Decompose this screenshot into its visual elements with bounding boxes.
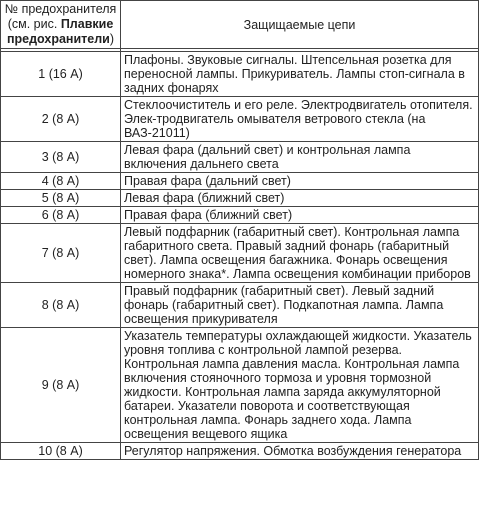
table-row xyxy=(1,328,479,443)
circuits-cell: Левый подфарник (габаритный свет). Контрольная лампа габаритного света. Правый задний фонарь (габаритный свет). Лампа освещения багажника. Фонарь освещения номерного знака*. Лампа освещения комбинации приборов xyxy=(121,224,479,283)
fuse-number-cell: 2 (8 А) xyxy=(1,97,121,142)
fuse-number-header-end: ) xyxy=(109,32,115,46)
table-row xyxy=(1,173,479,190)
fuse-number-cell: 8 (8 А) xyxy=(1,283,121,328)
table-row xyxy=(1,190,479,207)
table-row xyxy=(1,97,479,142)
table-row xyxy=(1,224,479,283)
circuits-cell: Правая фара (ближний свет) xyxy=(121,207,479,224)
circuits-header: Защищаемые цепи xyxy=(121,1,479,49)
fuse-number-cell: 1 (16 А) xyxy=(1,52,121,97)
table-row xyxy=(1,443,479,460)
table-header xyxy=(1,1,479,49)
fuse-number-cell: 3 (8 А) xyxy=(1,142,121,173)
circuits-cell: Левая фара (ближний свет) xyxy=(121,190,479,207)
fuse-number-header-line2a: (см. рис. xyxy=(7,17,61,31)
table-row xyxy=(1,207,479,224)
fuse-number-header-line1: № предохранителя xyxy=(4,2,117,16)
fuse-number-cell: 5 (8 А) xyxy=(1,190,121,207)
header-row xyxy=(1,1,479,49)
fuse-number-header xyxy=(1,1,121,49)
circuits-cell: Левая фара (дальний свет) и контрольная лампа включения дальнего света xyxy=(121,142,479,173)
fuse-number-cell: 7 (8 А) xyxy=(1,224,121,283)
fuse-number-cell: 10 (8 А) xyxy=(1,443,121,460)
fuse-number-header-link2: предохранители xyxy=(6,32,110,46)
table-row xyxy=(1,52,479,97)
fuse-number-cell: 6 (8 А) xyxy=(1,207,121,224)
circuits-cell: Плафоны. Звуковые сигналы. Штепсельная розетка для переносной лампы. Прикуриватель. Лампы стоп-сигнала в задних фонарях xyxy=(121,52,479,97)
fuse-number-header-link1: Плавкие xyxy=(60,17,114,31)
table-body xyxy=(1,49,479,460)
fuse-number-cell: 4 (8 А) xyxy=(1,173,121,190)
fuse-number-cell: 9 (8 А) xyxy=(1,328,121,443)
circuits-cell: Указатель температуры охлаждающей жидкости. Указатель уровня топлива с контрольной лампой резерва. Контрольная лампа давления масла. Контрольная лампа включения стояночного тормоза и уровня тормозной жидкости. Контрольная лампа заряда аккумуляторной батареи. Указатели поворота и соответствующая контрольная лампа. Фонарь заднего хода. Лампа освещения вещевого ящика xyxy=(121,328,479,443)
circuits-cell: Правый подфарник (габаритный свет). Левый задний фонарь (габаритный свет). Подкапотная лампа. Лампа освещения прикуривателя xyxy=(121,283,479,328)
circuits-cell: Регулятор напряжения. Обмотка возбуждения генератора xyxy=(121,443,479,460)
circuits-cell: Правая фара (дальний свет) xyxy=(121,173,479,190)
table-row xyxy=(1,142,479,173)
circuits-cell: Стеклоочиститель и его реле. Электродвигатель отопителя. Элек-тродвигатель омывателя ветрового стекла (на ВАЗ-21011) xyxy=(121,97,479,142)
table-row xyxy=(1,283,479,328)
